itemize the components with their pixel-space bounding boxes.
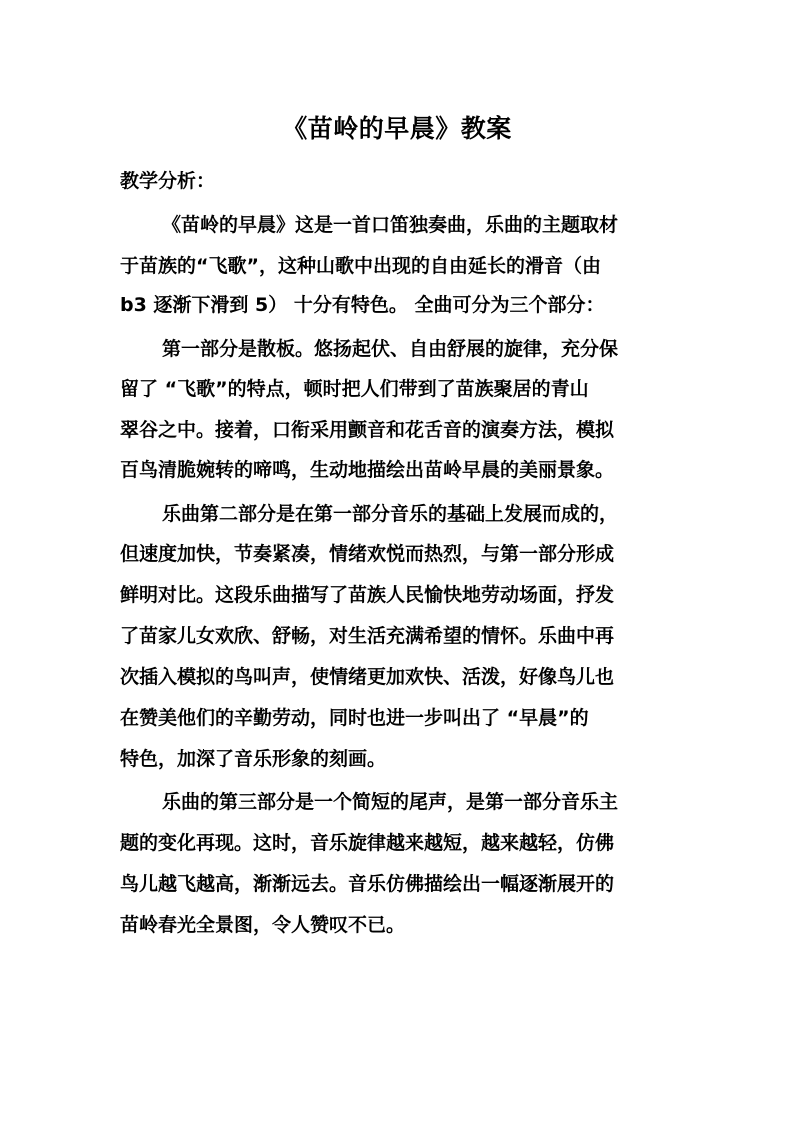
paragraph-3-line-4: 了苗家儿女欢欣、舒畅，对生活充满希望的情怀。乐曲中再 <box>120 625 615 647</box>
paragraph-1-line-1: 《苗岭的早晨》这是一首口笛独奏曲，乐曲的主题取材 <box>162 214 619 236</box>
paragraph-2-line-4: 百鸟清脆婉转的啼鸣，生动地描绘出苗岭早晨的美丽景象。 <box>120 459 615 481</box>
paragraph-3-line-5: 次插入模拟的鸟叫声，使情绪更加欢快、活泼，好像鸟儿也 <box>120 666 615 688</box>
paragraph-4-line-1: 乐曲的第三部分是一个简短的尾声，是第一部分音乐主 <box>162 791 619 813</box>
paragraph-2-line-2: 留了 “飞歌”的特点，顿时把人们带到了苗族聚居的青山 <box>120 378 589 400</box>
paragraph-4-line-4: 苗岭春光全景图，令人赞叹不已。 <box>120 914 406 936</box>
paragraph-2-line-3: 翠谷之中。接着，口衔采用颤音和花舌音的演奏方法，模拟 <box>120 419 615 441</box>
paragraph-3-line-3: 鲜明对比。这段乐曲描写了苗族人民愉快地劳动场面，抒发 <box>120 584 615 606</box>
section-heading: 教学分析： <box>120 170 216 192</box>
paragraph-1-line-3: b3 逐渐下滑到 5） 十分有特色。 全曲可分为三个部分： <box>120 294 605 316</box>
paragraph-3-line-2: 但速度加快，节奏紧凑，情绪欢悦而热烈，与第一部分形成 <box>120 543 615 565</box>
paragraph-4-line-3: 鸟儿越飞越高，渐渐远去。音乐仿佛描绘出一幅逐渐展开的 <box>120 873 615 895</box>
paragraph-2-line-1: 第一部分是散板。悠扬起伏、自由舒展的旋律，充分保 <box>162 338 619 360</box>
paragraph-1-line-2: 于苗族的“飞歌”，这种山歌中出现的自由延长的滑音（由 <box>120 255 601 277</box>
paragraph-3-line-1: 乐曲第二部分是在第一部分音乐的基础上发展而成的， <box>162 503 619 525</box>
document-title: 《苗岭的早晨》教案 <box>282 114 512 143</box>
paragraph-4-line-2: 题的变化再现。这时，音乐旋律越来越短，越来越轻，仿佛 <box>120 832 615 854</box>
paragraph-3-line-6: 在赞美他们的辛勤劳动，同时也进一步叫出了 “早晨”的 <box>120 707 589 729</box>
paragraph-3-line-7: 特色，加深了音乐形象的刻画。 <box>120 748 387 770</box>
